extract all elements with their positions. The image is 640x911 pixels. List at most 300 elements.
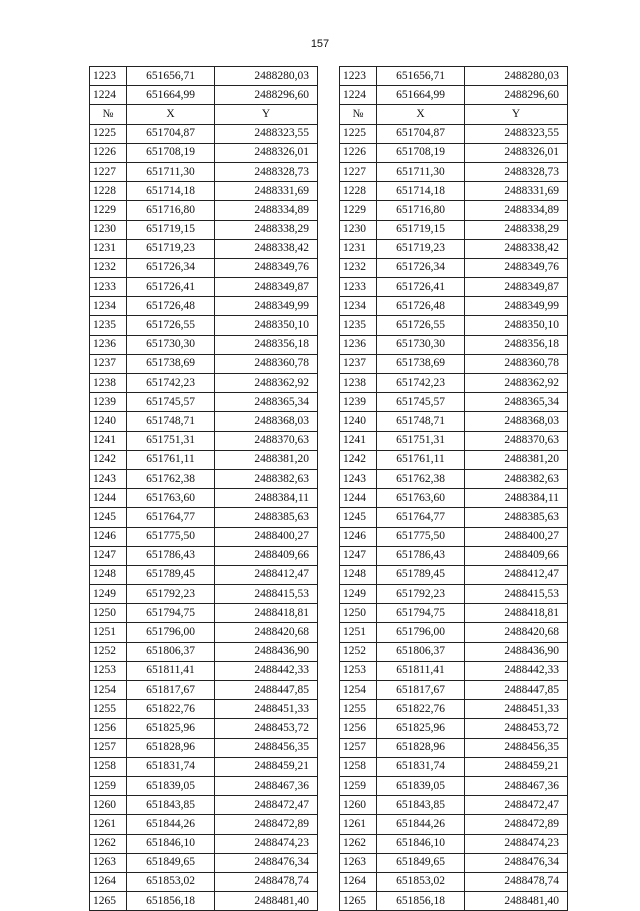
table-row [340,220,568,239]
table-row [340,853,568,872]
table-row [90,546,318,565]
table-row [340,700,568,719]
page-number: 157 [310,38,330,50]
point-number-cell: 1261 [90,815,127,834]
x-coordinate-cell: 651828,96 [377,738,465,757]
x-coordinate-cell: 651846,10 [377,834,465,853]
point-number-cell: 1230 [340,220,377,239]
table-row [90,67,318,86]
x-coordinate-cell: 651775,50 [377,527,465,546]
table-row [90,585,318,604]
point-number-cell: 1260 [90,796,127,815]
table-row [340,776,568,795]
x-coordinate-cell: 651738,69 [127,354,215,373]
y-coordinate-cell: 2488420,68 [465,623,568,642]
point-number-cell: 1265 [340,892,377,911]
point-number-cell: 1244 [340,489,377,508]
table-row [90,393,318,412]
x-coordinate-cell: 651711,30 [127,162,215,181]
table-row [90,450,318,469]
x-coordinate-cell: 651762,38 [377,469,465,488]
point-number-cell: 1245 [90,508,127,527]
y-coordinate-cell: 2488338,29 [215,220,318,239]
y-coordinate-cell: 2488362,92 [465,374,568,393]
table-row [90,604,318,623]
point-number-cell: 1243 [340,469,377,488]
y-coordinate-cell: 2488350,10 [465,316,568,335]
y-coordinate-cell: 2488467,36 [465,776,568,795]
table-row [90,354,318,373]
point-number-cell: 1251 [90,623,127,642]
y-coordinate-cell: 2488412,47 [465,565,568,584]
x-coordinate-cell: 651849,65 [377,853,465,872]
table-row [340,335,568,354]
y-coordinate-cell: 2488331,69 [465,182,568,201]
y-coordinate-cell: 2488323,55 [465,124,568,143]
x-coordinate-cell: 651761,11 [127,450,215,469]
point-number-cell: 1246 [90,527,127,546]
y-coordinate-cell: 2488296,60 [215,86,318,105]
y-coordinate-cell: 2488400,27 [215,527,318,546]
table-row [340,508,568,527]
y-coordinate-cell: 2488472,89 [215,815,318,834]
y-coordinate-cell: 2488381,20 [465,450,568,469]
table-row [90,565,318,584]
point-number-cell: 1264 [90,872,127,891]
point-number-cell: 1240 [340,412,377,431]
table-row [340,527,568,546]
y-coordinate-cell: 2488349,99 [465,297,568,316]
x-coordinate-cell: 651708,19 [377,143,465,162]
point-number-cell: 1233 [90,278,127,297]
y-coordinate-cell: 2488418,81 [465,604,568,623]
table-row [90,297,318,316]
y-coordinate-cell: 2488459,21 [465,757,568,776]
point-number-cell: 1257 [90,738,127,757]
table-row [340,565,568,584]
x-coordinate-cell: 651839,05 [127,776,215,795]
y-coordinate-cell: 2488334,89 [465,201,568,220]
table-row [90,86,318,105]
table-row [90,872,318,891]
x-coordinate-cell: 651656,71 [377,67,465,86]
point-number-cell: 1252 [340,642,377,661]
x-coordinate-cell: 651806,37 [127,642,215,661]
x-coordinate-cell: 651796,00 [127,623,215,642]
y-coordinate-cell: 2488368,03 [465,412,568,431]
table-row [90,623,318,642]
point-number-cell: 1229 [90,201,127,220]
table-row [340,124,568,143]
x-coordinate-cell: 651716,80 [127,201,215,220]
y-coordinate-cell: 2488385,63 [215,508,318,527]
x-coordinate-cell: 651844,26 [127,815,215,834]
table-row [90,834,318,853]
point-number-cell: 1264 [340,872,377,891]
x-coordinate-cell: 651843,85 [127,796,215,815]
x-coordinate-cell: 651738,69 [377,354,465,373]
coordinates-table-left [89,66,318,911]
y-coordinate-cell: 2488349,87 [465,278,568,297]
column-header-number: № [90,105,127,124]
y-coordinate-cell: 2488384,11 [465,489,568,508]
y-coordinate-cell: 2488453,72 [215,719,318,738]
table-row [90,681,318,700]
table-row [340,757,568,776]
x-coordinate-cell: 651704,87 [127,124,215,143]
point-number-cell: 1258 [340,757,377,776]
x-coordinate-cell: 651775,50 [127,527,215,546]
x-coordinate-cell: 651789,45 [127,565,215,584]
x-coordinate-cell: 651762,38 [127,469,215,488]
point-number-cell: 1238 [90,374,127,393]
point-number-cell: 1225 [340,124,377,143]
x-coordinate-cell: 651843,85 [377,796,465,815]
y-coordinate-cell: 2488326,01 [465,143,568,162]
x-coordinate-cell: 651748,71 [377,412,465,431]
table-row [340,623,568,642]
y-coordinate-cell: 2488381,20 [215,450,318,469]
point-number-cell: 1244 [90,489,127,508]
table-row [340,796,568,815]
table-row [340,239,568,258]
y-coordinate-cell: 2488349,76 [215,258,318,277]
table-row [340,469,568,488]
point-number-cell: 1231 [90,239,127,258]
y-coordinate-cell: 2488436,90 [465,642,568,661]
table-row [90,853,318,872]
table-row [90,700,318,719]
table-row [340,412,568,431]
x-coordinate-cell: 651656,71 [127,67,215,86]
point-number-cell: 1242 [340,450,377,469]
x-coordinate-cell: 651806,37 [377,642,465,661]
table-row [340,374,568,393]
point-number-cell: 1245 [340,508,377,527]
point-number-cell: 1253 [340,661,377,680]
table-row [340,297,568,316]
x-coordinate-cell: 651751,31 [377,431,465,450]
point-number-cell: 1229 [340,201,377,220]
x-coordinate-cell: 651811,41 [377,661,465,680]
y-coordinate-cell: 2488459,21 [215,757,318,776]
table-row [340,450,568,469]
x-coordinate-cell: 651786,43 [377,546,465,565]
y-coordinate-cell: 2488365,34 [215,393,318,412]
y-coordinate-cell: 2488384,11 [215,489,318,508]
x-coordinate-cell: 651817,67 [377,681,465,700]
column-header-y: Y [465,105,568,124]
y-coordinate-cell: 2488296,60 [465,86,568,105]
x-coordinate-cell: 651730,30 [127,335,215,354]
x-coordinate-cell: 651822,76 [377,700,465,719]
table-row [340,834,568,853]
table-header-row [340,105,568,124]
point-number-cell: 1249 [90,585,127,604]
point-number-cell: 1230 [90,220,127,239]
y-coordinate-cell: 2488456,35 [465,738,568,757]
y-coordinate-cell: 2488415,53 [215,585,318,604]
x-coordinate-cell: 651856,18 [377,892,465,911]
point-number-cell: 1262 [90,834,127,853]
point-number-cell: 1239 [90,393,127,412]
x-coordinate-cell: 651730,30 [377,335,465,354]
point-number-cell: 1258 [90,757,127,776]
x-coordinate-cell: 651763,60 [127,489,215,508]
column-header-x: X [127,105,215,124]
x-coordinate-cell: 651726,41 [377,278,465,297]
column-header-number: № [340,105,377,124]
y-coordinate-cell: 2488349,87 [215,278,318,297]
y-coordinate-cell: 2488323,55 [215,124,318,143]
table-row [340,278,568,297]
y-coordinate-cell: 2488400,27 [465,527,568,546]
x-coordinate-cell: 651828,96 [127,738,215,757]
x-coordinate-cell: 651726,55 [377,316,465,335]
y-coordinate-cell: 2488409,66 [465,546,568,565]
point-number-cell: 1235 [90,316,127,335]
y-coordinate-cell: 2488481,40 [465,892,568,911]
x-coordinate-cell: 651742,23 [127,374,215,393]
table-row [340,719,568,738]
y-coordinate-cell: 2488474,23 [215,834,318,853]
y-coordinate-cell: 2488442,33 [465,661,568,680]
x-coordinate-cell: 651726,48 [127,297,215,316]
point-number-cell: 1260 [340,796,377,815]
point-number-cell: 1255 [90,700,127,719]
y-coordinate-cell: 2488280,03 [465,67,568,86]
point-number-cell: 1247 [340,546,377,565]
point-number-cell: 1236 [340,335,377,354]
y-coordinate-cell: 2488442,33 [215,661,318,680]
x-coordinate-cell: 651811,41 [127,661,215,680]
point-number-cell: 1226 [340,143,377,162]
point-number-cell: 1262 [340,834,377,853]
point-number-cell: 1223 [340,67,377,86]
y-coordinate-cell: 2488362,92 [215,374,318,393]
x-coordinate-cell: 651719,15 [377,220,465,239]
x-coordinate-cell: 651745,57 [377,393,465,412]
y-coordinate-cell: 2488409,66 [215,546,318,565]
point-number-cell: 1261 [340,815,377,834]
table-row [340,681,568,700]
y-coordinate-cell: 2488472,47 [215,796,318,815]
table-row [90,776,318,795]
table-row [90,527,318,546]
point-number-cell: 1252 [90,642,127,661]
point-number-cell: 1233 [340,278,377,297]
table-row [90,796,318,815]
table-row [90,201,318,220]
x-coordinate-cell: 651789,45 [377,565,465,584]
x-coordinate-cell: 651849,65 [127,853,215,872]
column-header-y: Y [215,105,318,124]
y-coordinate-cell: 2488326,01 [215,143,318,162]
y-coordinate-cell: 2488447,85 [465,681,568,700]
table-row [340,201,568,220]
point-number-cell: 1231 [340,239,377,258]
point-number-cell: 1227 [340,162,377,181]
table-row [340,354,568,373]
point-number-cell: 1263 [90,853,127,872]
y-coordinate-cell: 2488456,35 [215,738,318,757]
x-coordinate-cell: 651853,02 [127,872,215,891]
y-coordinate-cell: 2488370,63 [465,431,568,450]
point-number-cell: 1232 [90,258,127,277]
point-number-cell: 1224 [90,86,127,105]
y-coordinate-cell: 2488476,34 [465,853,568,872]
point-number-cell: 1259 [340,776,377,795]
point-number-cell: 1257 [340,738,377,757]
point-number-cell: 1243 [90,469,127,488]
table-row [340,393,568,412]
table-row [90,278,318,297]
point-number-cell: 1223 [90,67,127,86]
point-number-cell: 1242 [90,450,127,469]
y-coordinate-cell: 2488280,03 [215,67,318,86]
column-header-x: X [377,105,465,124]
x-coordinate-cell: 651831,74 [377,757,465,776]
table-row [340,431,568,450]
table-row [340,661,568,680]
point-number-cell: 1249 [340,585,377,604]
y-coordinate-cell: 2488412,47 [215,565,318,584]
y-coordinate-cell: 2488476,34 [215,853,318,872]
y-coordinate-cell: 2488451,33 [215,700,318,719]
x-coordinate-cell: 651708,19 [127,143,215,162]
table-row [90,815,318,834]
point-number-cell: 1227 [90,162,127,181]
point-number-cell: 1254 [90,681,127,700]
y-coordinate-cell: 2488370,63 [215,431,318,450]
x-coordinate-cell: 651853,02 [377,872,465,891]
y-coordinate-cell: 2488481,40 [215,892,318,911]
y-coordinate-cell: 2488467,36 [215,776,318,795]
y-coordinate-cell: 2488365,34 [465,393,568,412]
point-number-cell: 1254 [340,681,377,700]
x-coordinate-cell: 651825,96 [127,719,215,738]
table-row [340,316,568,335]
point-number-cell: 1251 [340,623,377,642]
coordinates-table-right [339,66,568,911]
table-row [90,469,318,488]
point-number-cell: 1235 [340,316,377,335]
y-coordinate-cell: 2488447,85 [215,681,318,700]
x-coordinate-cell: 651664,99 [377,86,465,105]
table-row [90,642,318,661]
point-number-cell: 1248 [340,565,377,584]
y-coordinate-cell: 2488368,03 [215,412,318,431]
table-row [340,143,568,162]
y-coordinate-cell: 2488356,18 [465,335,568,354]
point-number-cell: 1255 [340,700,377,719]
point-number-cell: 1246 [340,527,377,546]
y-coordinate-cell: 2488415,53 [465,585,568,604]
y-coordinate-cell: 2488349,76 [465,258,568,277]
point-number-cell: 1225 [90,124,127,143]
x-coordinate-cell: 651719,15 [127,220,215,239]
x-coordinate-cell: 651714,18 [127,182,215,201]
x-coordinate-cell: 651726,48 [377,297,465,316]
y-coordinate-cell: 2488478,74 [465,872,568,891]
table-row [340,892,568,911]
table-row [340,604,568,623]
x-coordinate-cell: 651831,74 [127,757,215,776]
table-row [90,220,318,239]
point-number-cell: 1232 [340,258,377,277]
point-number-cell: 1250 [90,604,127,623]
table-row [90,335,318,354]
table-row [340,258,568,277]
table-row [90,316,318,335]
x-coordinate-cell: 651726,34 [377,258,465,277]
point-number-cell: 1236 [90,335,127,354]
y-coordinate-cell: 2488451,33 [465,700,568,719]
table-row [90,124,318,143]
table-row [340,67,568,86]
point-number-cell: 1248 [90,565,127,584]
table-header-row [90,105,318,124]
point-number-cell: 1238 [340,374,377,393]
y-coordinate-cell: 2488331,69 [215,182,318,201]
y-coordinate-cell: 2488453,72 [465,719,568,738]
point-number-cell: 1259 [90,776,127,795]
y-coordinate-cell: 2488436,90 [215,642,318,661]
x-coordinate-cell: 651714,18 [377,182,465,201]
y-coordinate-cell: 2488385,63 [465,508,568,527]
x-coordinate-cell: 651745,57 [127,393,215,412]
point-number-cell: 1234 [340,297,377,316]
x-coordinate-cell: 651719,23 [127,239,215,258]
point-number-cell: 1241 [340,431,377,450]
x-coordinate-cell: 651856,18 [127,892,215,911]
table-row [340,642,568,661]
table-row [340,489,568,508]
x-coordinate-cell: 651817,67 [127,681,215,700]
table-row [90,489,318,508]
x-coordinate-cell: 651761,11 [377,450,465,469]
y-coordinate-cell: 2488474,23 [465,834,568,853]
x-coordinate-cell: 651822,76 [127,700,215,719]
x-coordinate-cell: 651825,96 [377,719,465,738]
x-coordinate-cell: 651726,41 [127,278,215,297]
table-row [90,162,318,181]
x-coordinate-cell: 651742,23 [377,374,465,393]
table-row [90,258,318,277]
point-number-cell: 1263 [340,853,377,872]
x-coordinate-cell: 651751,31 [127,431,215,450]
y-coordinate-cell: 2488338,42 [215,239,318,258]
point-number-cell: 1224 [340,86,377,105]
point-number-cell: 1237 [340,354,377,373]
x-coordinate-cell: 651748,71 [127,412,215,431]
y-coordinate-cell: 2488472,47 [465,796,568,815]
table-row [90,143,318,162]
table-row [90,661,318,680]
y-coordinate-cell: 2488349,99 [215,297,318,316]
y-coordinate-cell: 2488328,73 [465,162,568,181]
table-row [90,892,318,911]
x-coordinate-cell: 651844,26 [377,815,465,834]
x-coordinate-cell: 651711,30 [377,162,465,181]
table-row [90,738,318,757]
y-coordinate-cell: 2488382,63 [465,469,568,488]
x-coordinate-cell: 651794,75 [377,604,465,623]
point-number-cell: 1265 [90,892,127,911]
point-number-cell: 1240 [90,412,127,431]
x-coordinate-cell: 651664,99 [127,86,215,105]
table-row [90,374,318,393]
